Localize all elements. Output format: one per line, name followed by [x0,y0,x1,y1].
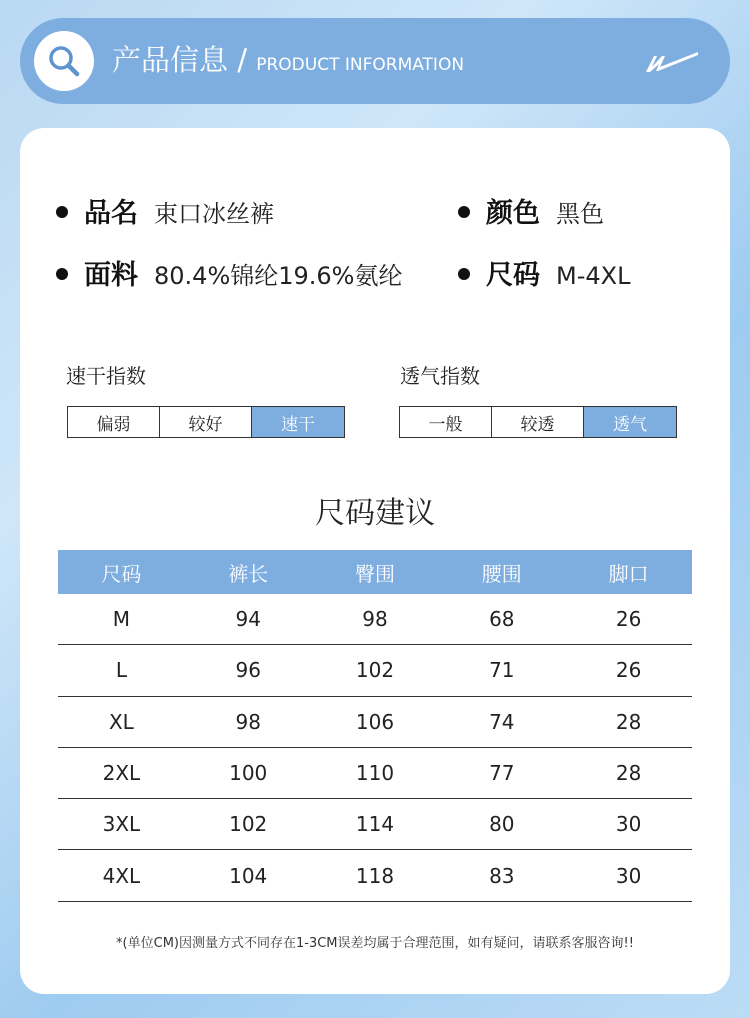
breathability-option-selected: 透气 [584,407,676,437]
size-table [58,550,692,902]
quick-dry-option-selected: 速干 [252,407,344,437]
info-item-fabric [56,260,402,292]
size-table-header [58,550,692,594]
table-cell: 83 [489,863,515,888]
column-header: 腰围 [481,561,522,586]
table-cell: 114 [355,812,395,837]
table-cell: 104 [229,863,268,888]
table-cell: 118 [355,863,395,888]
bullet-dot [458,206,470,218]
column-header: 尺码 [101,561,142,586]
column-header: 臀围 [354,561,395,586]
quick-dry-option: 偏弱 [68,407,160,437]
table-row [58,748,692,799]
table-row [58,799,692,850]
table-cell: 28 [615,761,642,786]
table-row [58,850,692,901]
quick-dry-title: 速干指数 [66,364,146,388]
table-cell: 4XL [102,863,141,888]
search-icon [46,43,82,79]
header-title-cn: 产品信息 [112,43,229,77]
table-row [58,645,692,696]
table-cell: 26 [615,607,642,632]
bullet-dot [458,268,470,280]
table-cell: 74 [489,709,515,734]
table-cell: 2XL [102,761,141,786]
table-cell: 77 [489,761,515,786]
info-label: 尺码 [486,260,540,291]
info-label: 颜色 [486,198,540,229]
table-cell: M [112,607,131,632]
table-cell: 100 [229,761,268,786]
size-chart-title: 尺码建议 [315,496,435,531]
info-value: 黑色 [556,200,604,228]
info-value: 束口冰丝裤 [154,200,274,228]
table-cell: 110 [355,761,395,786]
header-separator: / [228,43,257,77]
breathability-title: 透气指数 [400,364,480,388]
info-card [20,128,730,994]
table-cell: 98 [235,709,261,734]
breathability-option: 较透 [492,407,584,437]
breathability-option: 一般 [400,407,492,437]
info-label: 品名 [84,198,138,229]
table-cell: L [115,658,127,683]
table-row [58,594,692,645]
brand-logo [644,50,700,74]
bullet-dot [56,206,68,218]
table-cell: 28 [615,709,642,734]
table-cell: 26 [615,658,642,683]
quick-dry-option: 较好 [160,407,252,437]
header-title-en: PRODUCT INFORMATION [256,55,465,75]
info-value: 80.4%锦纶19.6%氨纶 [154,262,403,290]
table-cell: 98 [362,607,388,632]
table-cell: 30 [615,812,642,837]
header-banner [20,18,730,104]
table-cell: 71 [489,658,515,683]
table-cell: XL [108,709,134,734]
table-cell: 106 [355,709,395,734]
header-title [112,42,464,83]
table-cell: 30 [615,863,642,888]
table-cell: 68 [489,607,515,632]
column-header: 脚口 [608,561,649,586]
column-header: 裤长 [228,561,269,586]
table-cell: 102 [355,658,395,683]
info-item-color [458,198,604,230]
table-cell: 94 [235,607,261,632]
table-row [58,697,692,748]
info-item-name [56,198,274,230]
breathability-scale [399,406,677,438]
table-cell: 96 [235,658,261,683]
info-item-size [458,260,630,292]
info-value: M-4XL [556,262,631,290]
info-label: 面料 [84,260,138,291]
quick-dry-scale [67,406,345,438]
measurement-footnote: *(单位CM)因测量方式不同存在1-3CM误差均属于合理范围，如有疑问，请联系客服咨询!! [116,936,634,951]
table-cell: 102 [229,812,268,837]
table-cell: 80 [489,812,515,837]
bullet-dot [56,268,68,280]
table-cell: 3XL [102,812,141,837]
search-icon-badge [34,31,94,91]
